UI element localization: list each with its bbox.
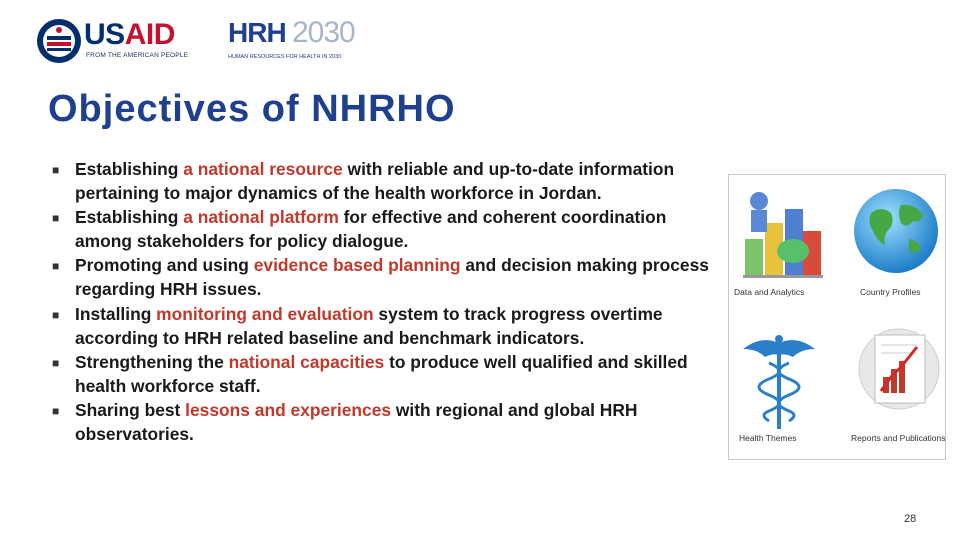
highlight-text: a national resource bbox=[183, 159, 343, 179]
highlight-text: monitoring and evaluation bbox=[156, 303, 374, 324]
highlight-text: lessons and experiences bbox=[185, 399, 392, 420]
list-item: ■ Strengthening the national capacities to produce well qualified and skilled health workforce staff. bbox=[52, 351, 688, 396]
usaid-seal-icon bbox=[36, 18, 82, 64]
usaid-tagline: FROM THE AMERICAN PEOPLE bbox=[86, 52, 189, 59]
report-chart-icon bbox=[857, 311, 941, 427]
hrh-tagline: HUMAN RESOURCES FOR HEALTH IN 2030 bbox=[228, 54, 342, 60]
bullet-icon: ■ bbox=[52, 307, 60, 322]
resources-panel bbox=[728, 174, 946, 460]
highlight-text: evidence based planning bbox=[253, 255, 461, 276]
bullet-icon: ■ bbox=[52, 403, 60, 418]
globe-icon bbox=[849, 179, 943, 279]
bar-chart-icon bbox=[735, 179, 829, 283]
list-item: ■ Sharing best lessons and experiences with regional and global HRH observatories. bbox=[52, 399, 638, 445]
list-item: ■ Installing monitoring and evaluation system to track progress overtime according to HRH related baseline and benchmark indicators. bbox=[52, 303, 663, 348]
hrh-year: 2030 bbox=[292, 16, 355, 49]
usaid-logo: USAID bbox=[84, 18, 175, 51]
health-themes-caption: Health Themes bbox=[739, 433, 797, 443]
highlight-text: a national platform bbox=[183, 207, 339, 228]
bullet-icon: ■ bbox=[52, 355, 60, 370]
hrh-logo: HRH bbox=[228, 17, 286, 48]
slide-number: 28 bbox=[904, 513, 917, 525]
highlight-text: national capacities bbox=[228, 351, 385, 372]
bullet-icon: ■ bbox=[52, 211, 60, 226]
list-item: ■ Establishing a national platform for effective and coherent coordination among stakeholders for policy dialogue. bbox=[52, 207, 667, 252]
caduceus-icon bbox=[739, 335, 819, 431]
bullet-icon: ■ bbox=[52, 163, 60, 177]
data-analytics-caption: Data and Analytics bbox=[734, 287, 805, 297]
country-profiles-caption: Country Profiles bbox=[860, 287, 921, 297]
reports-publications-caption: Reports and Publications bbox=[851, 433, 946, 443]
list-item: ■ Establishing a national resource with reliable and up-to-date information pertaining to major dynamics of the health workforce in Jordan. bbox=[52, 159, 675, 204]
header-logos bbox=[30, 16, 390, 66]
slide-title: Objectives of NHRHO bbox=[48, 88, 456, 130]
objectives-list bbox=[52, 157, 712, 446]
list-item: ■ Promoting and using evidence based planning and decision making process regarding HRH issues. bbox=[52, 255, 709, 300]
bullet-icon: ■ bbox=[52, 259, 60, 274]
